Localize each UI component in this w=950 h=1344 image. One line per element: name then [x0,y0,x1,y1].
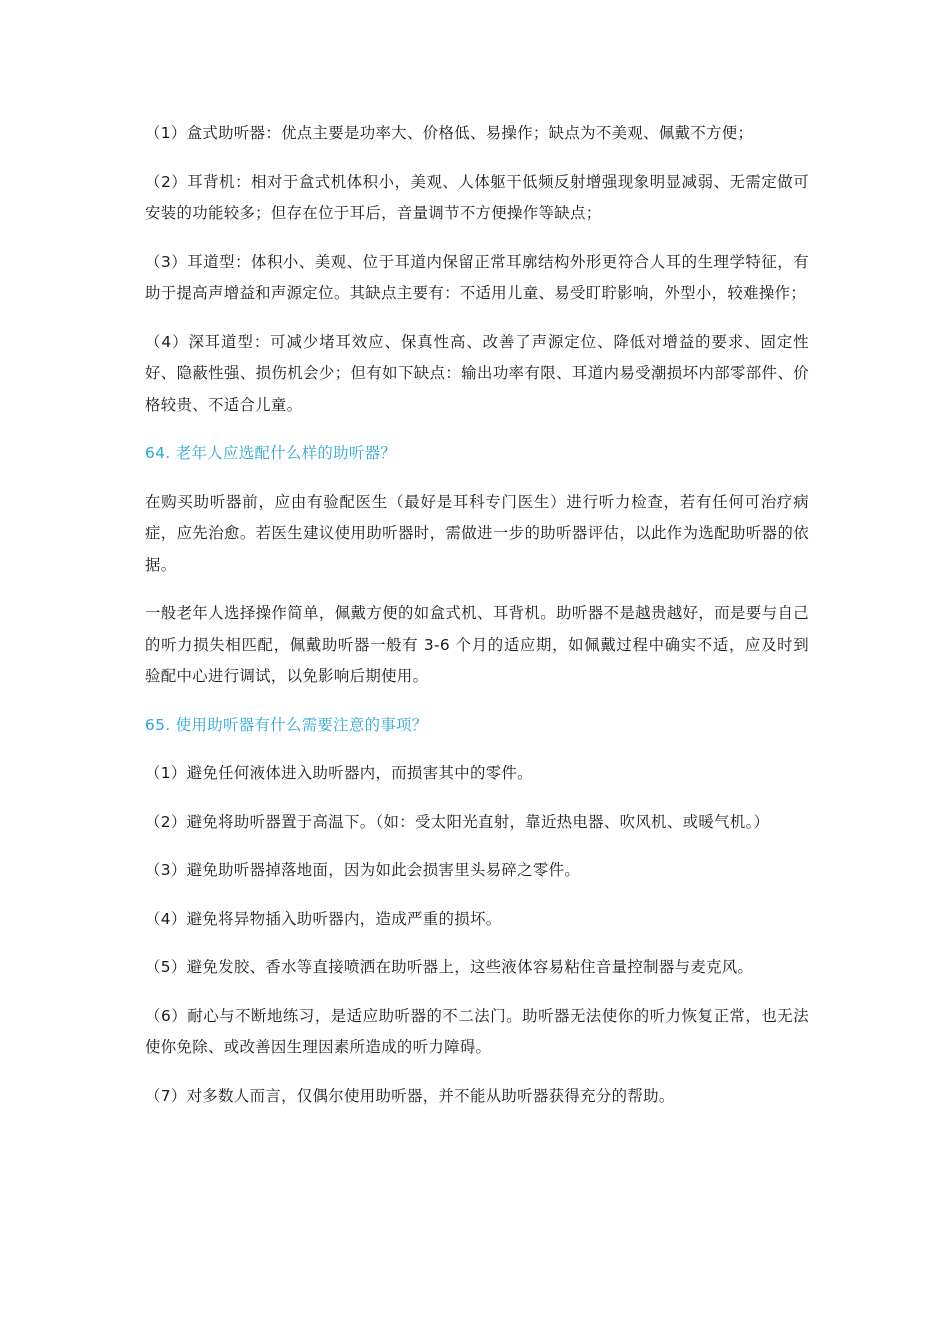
question-65-item-4: （4）避免将异物插入助听器内，造成严重的损坏。 [145,909,502,928]
question-65-item-7: （7）对多数人而言，仅偶尔使用助听器，并不能从助听器获得充分的帮助。 [145,1086,675,1105]
section63-item-3: （3）耳道型：体积小、美观、位于耳道内保留正常耳廓结构外形更符合人耳的生理学特征，有助于提高声增益和声源定位。其缺点主要有：不适用儿童、易受盯聍影响，外型小，较难操作； [145,252,809,302]
question-65-item-1: （1）避免任何液体进入助听器内，而损害其中的零件。 [145,764,533,782]
question-65-heading: 65. 使用助听器有什么需要注意的事项？ [145,715,428,734]
question-64-paragraph-2: 一般老年人选择操作简单，佩戴方便的如盒式机、耳背机。助听器不是越贵越好，而是要与自己的听力损失相匹配，佩戴助听器一般有 3-6 个月的适应期，如佩戴过程中确实不适，应及时到验配中心进行调试，以免影响后期使用。 [145,604,809,685]
section63-item-2: （2）耳背机：相对于盒式机体积小，美观、人体躯干低频反射增强现象明显减弱、无需定做可安装的功能较多；但存在位于耳后，音量调节不方便操作等缺点； [145,172,809,222]
question-64-paragraph-1: 在购买助听器前，应由有验配医生（最好是耳科专门医生）进行听力检查，若有任何可治疗病症，应先治愈。若医生建议使用助听器时，需做进一步的助听器评估，以此作为选配助听器的依据。 [145,492,809,574]
question-65-item-3: （3）避免助听器掉落地面，因为如此会损害里头易碎之零件。 [145,861,581,879]
section63-item-4: （4）深耳道型：可减少堵耳效应、保真性高、改善了声源定位、降低对增益的要求、固定性好、隐蔽性强、损伤机会少；但有如下缺点：输出功率有限、耳道内易受潮损坏内部零部件、价格较贵、不适合儿童。 [145,332,809,414]
question-65-item-6: （6）耐心与不断地练习，是适应助听器的不二法门。助听器无法使你的听力恢复正常，也无法使你免除、或改善因生理因素所造成的听力障碍。 [145,1006,809,1056]
question-64-heading: 64. 老年人应选配什么样的助听器？ [145,444,397,462]
question-65-item-5: （5）避免发胶、香水等直接喷洒在助听器上，这些液体容易粘住音量控制器与麦克风。 [145,958,754,976]
document-page [145,118,809,1129]
section63-item-1: （1）盒式助听器：优点主要是功率大、价格低、易操作；缺点为不美观、佩戴不方便； [145,124,754,142]
question-65-item-2: （2）避免将助听器置于高温下。（如：受太阳光直射，靠近热电器、吹风机、或暖气机。） [145,812,770,831]
